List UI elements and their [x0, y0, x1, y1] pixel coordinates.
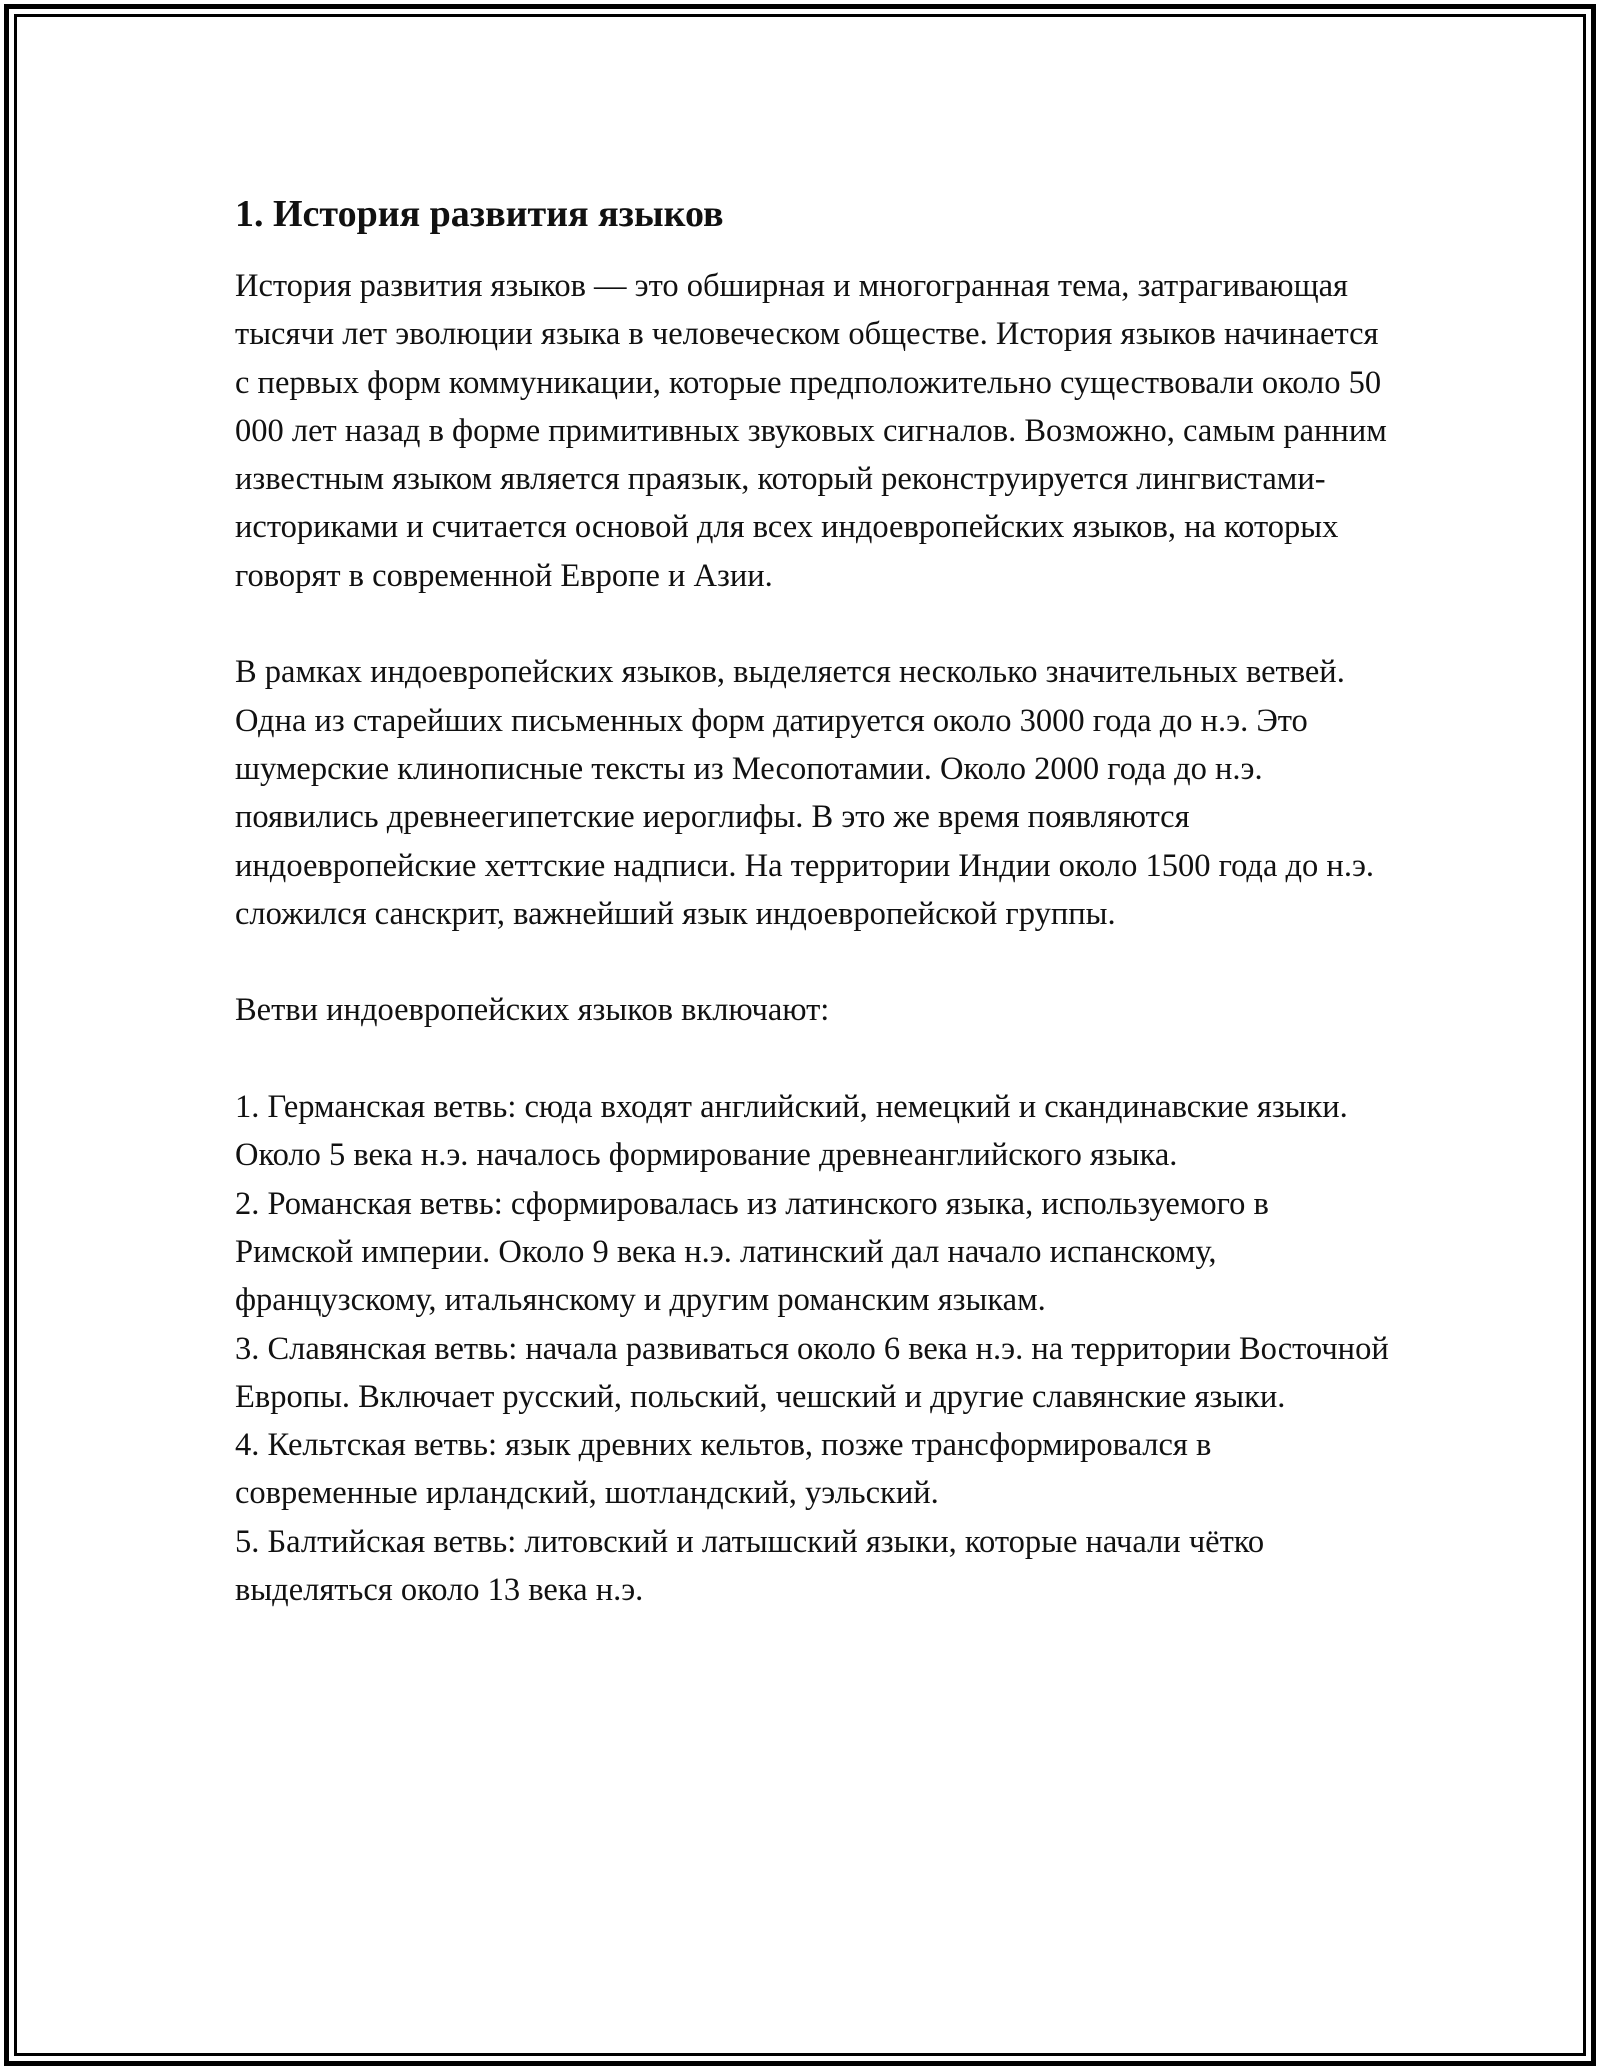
list-item-slavic: 3. Славянская ветвь: начала развиваться около 6 века н.э. на территории Восточной Европы. Включает русский, польский, чешский и другие славянские языки.	[235, 1330, 1389, 1415]
paragraph-list-intro: Ветви индоевропейских языков включают:	[235, 992, 830, 1029]
paragraph-spacer	[235, 1035, 1395, 1083]
paragraph-spacer	[235, 938, 1395, 986]
paragraph-branches: В рамках индоевропейских языков, выделяется несколько значительных ветвей. Одна из старейших письменных форм датируется около 3000 года до н.э. Это шумерские клинописные тексты из Месопотамии. Около 2000 года до н.э. появились древнеегипетские иероглифы. В это же время появляются индоевропейские хеттские надписи. На территории Индии около 1500 года до н.э. сложился санскрит, важнейший язык индоевропейской группы.	[235, 654, 1375, 932]
page-title: 1. История развития языков	[235, 193, 724, 235]
paragraph-spacer	[235, 600, 1395, 648]
list-item-celtic: 4. Кельтская ветвь: язык древних кельтов, позже трансформировался в современные ирландский, шотландский, уэльский.	[235, 1427, 1212, 1512]
list-item-romance: 2. Романская ветвь: сформировалась из латинского языка, используемого в Римской империи. Около 9 века н.э. латинский дал начало испанскому, французскому, итальянскому и другим романским языкам.	[235, 1185, 1269, 1319]
paragraph-intro: История развития языков — это обширная и многогранная тема, затрагивающая тысячи лет эволюции языка в человеческом обществе. История языков начинается с первых форм коммуникации, которые предположительно существовали около 50 000 лет назад в форме примитивных звуковых сигналов. Возможно, самым ранним известным языком является праязык, который реконструируется лингвистами-историками и считается основой для всех индоевропейских языков, на которых говорят в современной Европе и Азии.	[235, 268, 1387, 594]
list-item-germanic: 1. Германская ветвь: сюда входят английский, немецкий и скандинавские языки. Около 5 века н.э. началось формирование древнеанглийского языка.	[235, 1089, 1348, 1174]
document-body	[235, 190, 1395, 1614]
document-text	[235, 262, 1395, 1614]
list-item-baltic: 5. Балтийская ветвь: литовский и латышский языки, которые начали чётко выделяться около 13 века н.э.	[235, 1523, 1265, 1609]
